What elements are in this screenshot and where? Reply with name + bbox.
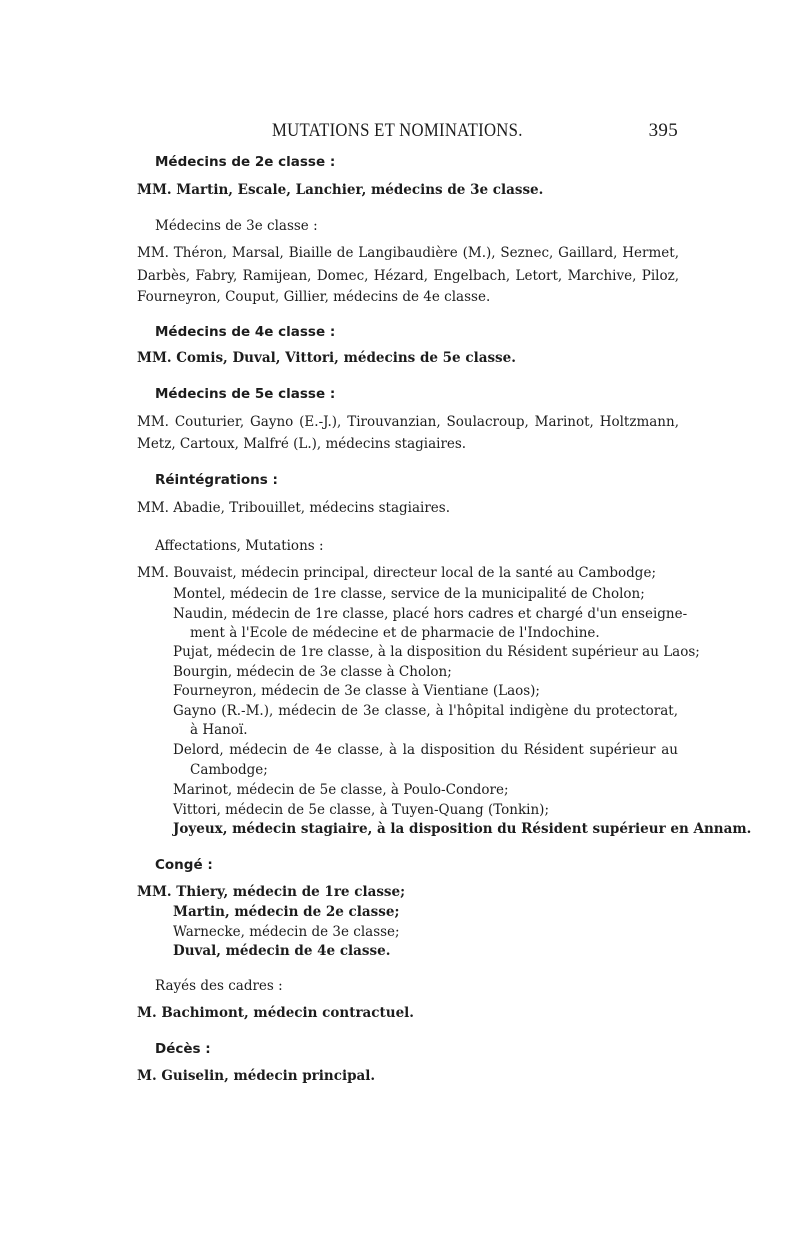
running-header — [272, 120, 678, 142]
text-line: MM. Comis, Duval, Vittori, médecins de 5e classe. — [137, 350, 516, 366]
text-line: M. Guiselin, médecin principal. — [137, 1068, 376, 1084]
text-line: Vittori, médecin de 5e classe, à Tuyen-Quang (Tonkin); — [173, 802, 549, 818]
text-line: Cambodge; — [190, 762, 268, 778]
text-line: Darbès, Fabry, Ramijean, Domec, Hézard, Engelbach, Letort, Marchive, Piloz, — [137, 268, 679, 284]
section-heading: Médecins de 4e classe : — [155, 324, 336, 340]
text-line: MM. Théron, Marsal, Biaille de Langibaudière (M.), Seznec, Gaillard, Hermet, — [137, 245, 679, 261]
running-title: MUTATIONS ET NOMINATIONS. — [272, 120, 523, 141]
text-line: Fourneyron, Couput, Gillier, médecins de 4e classe. — [137, 289, 491, 305]
text-line: Joyeux, médecin stagiaire, à la disposition du Résident supérieur en Annam. — [173, 821, 752, 837]
text-line: MM. Bouvaist, médecin principal, directeur local de la santé au Cambodge; — [137, 565, 656, 581]
section-heading: Médecins de 5e classe : — [155, 386, 336, 402]
page-number: 395 — [648, 120, 678, 141]
text-line: Martin, médecin de 2e classe; — [173, 904, 400, 920]
text-line: à Hanoï. — [190, 722, 248, 738]
text-line: Delord, médecin de 4e classe, à la disposition du Résident supérieur au — [173, 742, 678, 758]
section-heading: Rayés des cadres : — [155, 978, 283, 994]
section-heading: Décès : — [155, 1041, 211, 1057]
section-heading: Affectations, Mutations : — [155, 538, 324, 554]
text-line: Duval, médecin de 4e classe. — [173, 943, 391, 959]
text-line: Warnecke, médecin de 3e classe; — [173, 924, 400, 940]
text-line: Gayno (R.-M.), médecin de 3e classe, à l'hôpital indigène du protectorat, — [173, 703, 678, 719]
text-line: Metz, Cartoux, Malfré (L.), médecins stagiaires. — [137, 436, 467, 452]
section-heading: Congé : — [155, 857, 213, 873]
text-line: MM. Abadie, Tribouillet, médecins stagiaires. — [137, 500, 450, 516]
text-line: MM. Martin, Escale, Lanchier, médecins de 3e classe. — [137, 182, 544, 198]
text-line: Fourneyron, médecin de 3e classe à Vientiane (Laos); — [173, 683, 540, 699]
section-heading: Réintégrations : — [155, 472, 278, 488]
section-heading: Médecins de 3e classe : — [155, 218, 318, 234]
text-line: M. Bachimont, médecin contractuel. — [137, 1005, 414, 1021]
text-line: MM. Couturier, Gayno (E.-J.), Tirouvanzian, Soulacroup, Marinot, Holtzmann, — [137, 414, 679, 430]
text-line: ment à l'Ecole de médecine et de pharmacie de l'Indochine. — [190, 625, 600, 641]
text-line: Montel, médecin de 1re classe, service de la municipalité de Cholon; — [173, 586, 645, 602]
text-line: MM. Thiery, médecin de 1re classe; — [137, 884, 406, 900]
text-line: Pujat, médecin de 1re classe, à la disposition du Résident supérieur au Laos; — [173, 644, 700, 660]
text-line: Bourgin, médecin de 3e classe à Cholon; — [173, 664, 452, 680]
text-line: Naudin, médecin de 1re classe, placé hors cadres et chargé d'un enseigne- — [173, 606, 688, 622]
text-line: Marinot, médecin de 5e classe, à Poulo-Condore; — [173, 782, 509, 798]
section-heading: Médecins de 2e classe : — [155, 154, 336, 170]
